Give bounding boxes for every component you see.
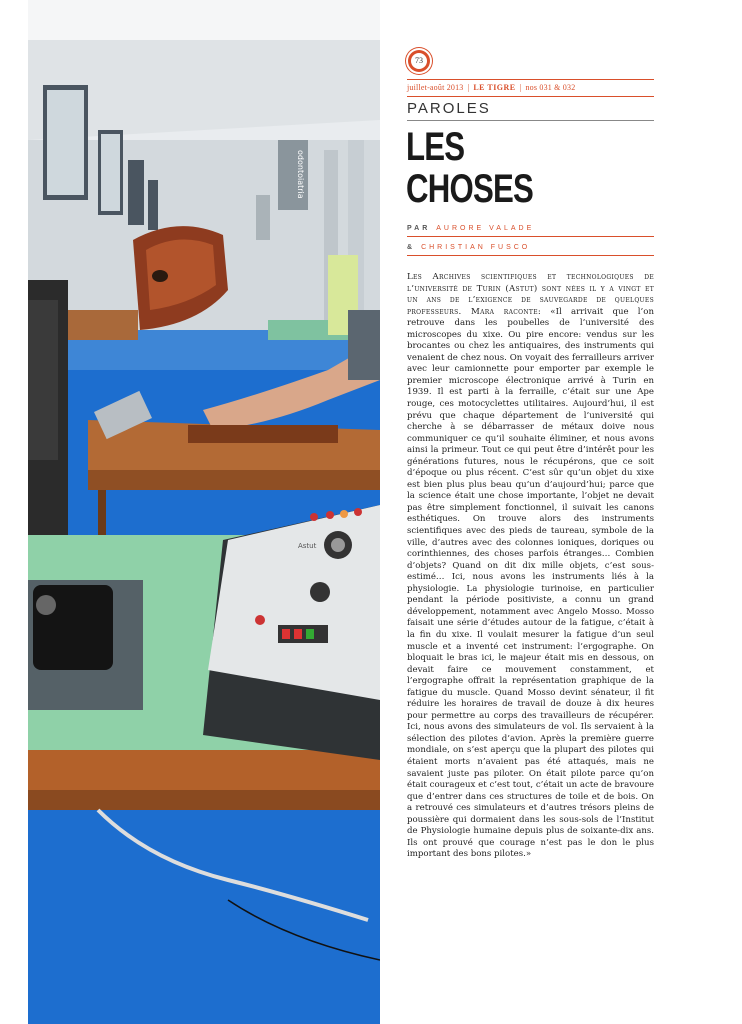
sign-odontoiatria: odontoiatria [296, 150, 305, 199]
magazine-name: LE TIGRE [473, 83, 516, 92]
article-text: «Il arrivait que l’on retrouve dans les poubelles de l’université des microscopes du xixe. Ou pire encore: vendus sur les brocantes ou chez les antiquaires, des instruments qui venaient de chez nous. On voyait des ferrailleurs arriver avec leur camionnette pour emporter par exemple le premier microscope électronique arrivé à Turin en 1939. Il est parti à la ferraille, c’était sur une Ape rouge, ces motocyclettes utilitaires. Aujourd’hui, il est prévu que chaque département de l’université qui cherche à se débarrasser de métaux doive nous communiquer ce qu’il souhaite éliminer, et nous avons ainsi la primeur. Tout ce qui peut être d’intérêt pour les générations futures, nous le récupérons, que ce soit d’époque ou plus récent. C’est sûr qu’un objet du xixe est bien plus plus beau qu’un d’aujourd’hui; parce que la science était une chose importante, l’objet ne devait pas être simplement fonctionnel, il suivait les canons esthétiques. On trouve alors des instruments scientifiques avec des pieds de taureau, symbole de la ville, d’autres avec des colonnes ioniques, doriques ou corinthiennes, des choses parfois étranges… Combien d’objets? Quand on dit dix mille objets, c’est sous-estimé… Ici, nous avons les instruments liés à la physiologie. La physiologie turinoise, en particulier pendant la période positiviste, a connu un grand développement, notamment avec Angelo Mosso. Mosso faisait une série d’études autour de la fatigue, c’était à la fin du xixe. Il voulait mesurer la fatigue d’un seul muscle et a inventé cet instrument: l’ergographe. On bloquait le bras ici, le majeur était mis en dessous, on devait faire ce mouvement constamment, et l’ergographe offrait la représentation graphique de la fatigue du muscle. Quand Mosso devint sénateur, il fit réduire les horaires de travail de douze à dix heures pour permettre au corps des travailleurs de récupérer. Ici, nous avons des simulateurs de vol. Ils servaient à la sélection des pilotes d’avion. Après la première guerre mondiale, on s’est aperçu que la plupart des pilotes qui étaient morts n’avaient pas été attaqués, mais ne savaient juste pas piloter. On était pilote parce qu’on était courageux et c’est tout, c’était un acte de bravoure que d’entrer dans ces structures de toile et de bois. On a retrouvé ces simulateurs et d’autres trésors pleins de poussière qui dormaient dans les sous-sols de l’Institut de Physiologie humaine depuis plus de soixante-dix ans. Ils ont prouvé que courage n’est pas le don le plus important des bons pilotes.» [407, 306, 654, 860]
page-number-badge [408, 50, 430, 72]
section-rubric: PAROLES [407, 98, 654, 121]
issue-number: nos 031 & 032 [525, 83, 576, 92]
article-body [407, 272, 654, 861]
instrument-brand-label: Astut [298, 542, 317, 550]
issue-line: juillet-août 2013 | LE TIGRE | nos 031 & 032 [407, 79, 654, 97]
author-name-1: AURORE VALADE [436, 225, 535, 232]
byline-prefix-1: PAR [407, 225, 431, 232]
article-lead: Les Archives scientifiques et technologiques de l’université de Turin (Astut) sont nées il y a vingt et un ans de l’exigence de sauvegarde de quelques professeurs. Mara raconte: [407, 272, 654, 317]
article-title [406, 125, 534, 211]
issue-date: juillet-août 2013 [407, 83, 464, 92]
author-name-2: CHRISTIAN FUSCO [421, 244, 531, 251]
byline-prefix-2: & [407, 244, 416, 251]
title-line-2: CHOSES [406, 167, 534, 211]
museum-photo [28, 0, 380, 1024]
byline-author-2 [407, 240, 654, 256]
title-line-1: LES [406, 125, 465, 169]
page-number: 73 [411, 53, 427, 69]
byline-author-1 [407, 221, 654, 237]
